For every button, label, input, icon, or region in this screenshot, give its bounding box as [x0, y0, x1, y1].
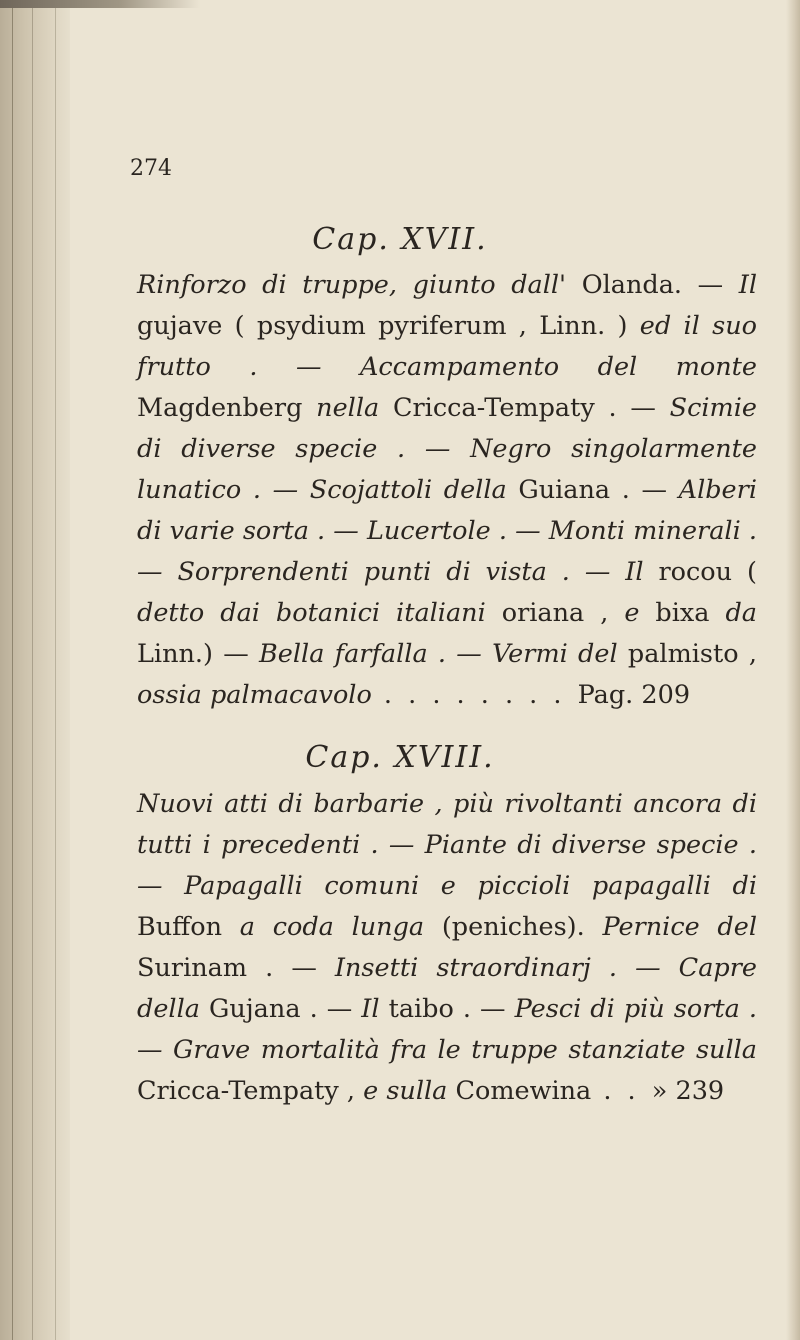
text-run: Insetti straordinarj . — Capre della — [137, 953, 757, 1024]
text-run: Pesci di più sorta . — Grave mortalità fra le truppe stanziate sulla — [137, 994, 757, 1065]
text-run: (peniches). — [424, 912, 603, 942]
text-run: Pernice del — [602, 912, 757, 942]
text-run: e — [624, 598, 640, 628]
text-run: detto dai botanici italiani — [137, 598, 486, 628]
summary-text — [137, 784, 757, 1112]
text-run: Magdenberg — [137, 393, 317, 423]
chapter-title: Cap. XVIII. — [305, 740, 495, 775]
text-run: Scimie di diverse specie . — Negro singolarmente lunatico . — Scojattoli della — [137, 393, 757, 505]
text-run: da — [725, 598, 758, 628]
text-run: Linn.) — — [137, 639, 260, 669]
text-run: bixa — [639, 598, 726, 628]
binding-crease — [12, 0, 13, 1340]
page-reference: Pag. 209 — [577, 680, 691, 710]
text-run: Nuovi atti di barbarie , più rivoltanti ancora di tutti i precedenti . — Piante di diverse specie . — Papagalli comuni e piccioli papagalli di — [137, 789, 757, 901]
text-run: Olanda. — — [581, 270, 739, 300]
text-run: Il — [361, 994, 380, 1024]
summary-text — [137, 265, 757, 716]
page-edge-shadow — [786, 0, 800, 1340]
page-number: 274 — [130, 156, 172, 181]
text-run: Guiana . — — [506, 475, 679, 505]
text-run: Surinam . — — [137, 953, 335, 983]
binding-crease — [32, 0, 33, 1340]
chapter-summary — [137, 784, 757, 1112]
text-run: Alberi di varie sorta . — Lucertole . — Monti minerali . — Sorprendenti punti di vista . — Il — [137, 475, 757, 587]
chapter-title: Cap. XVII. — [312, 222, 488, 257]
text-run: Gujana . — — [199, 994, 362, 1024]
text-run: taibo . — — [379, 994, 515, 1024]
text-run: nella — [316, 393, 380, 423]
text-run: e sulla — [363, 1076, 448, 1106]
page-reference: » 239 — [651, 1076, 725, 1106]
dot-leader: . . . . . . . . — [371, 680, 578, 710]
page-corner-edge — [0, 0, 200, 8]
text-run: rocou ( — [643, 557, 757, 587]
book-binding-shadow — [0, 0, 70, 1340]
binding-crease — [55, 0, 56, 1340]
text-run: gujave ( psydium pyriferum , Linn. ) — [137, 311, 640, 341]
dot-leader: . . — [591, 1076, 652, 1106]
text-run: ossia palmacavolo — [137, 680, 372, 710]
chapter-summary — [137, 265, 757, 716]
text-run: palmisto , — [617, 639, 757, 669]
text-run: a coda lunga — [239, 912, 425, 942]
text-run: Cricca-Tempaty , — [137, 1076, 364, 1106]
text-run: Buffon — [137, 912, 240, 942]
text-run: Bella farfalla . — Vermi del — [259, 639, 618, 669]
text-run: Comewina — [447, 1076, 592, 1106]
text-run: Rinforzo di truppe, giunto dall' — [137, 270, 582, 300]
text-run: Cricca-Tempaty . — — [379, 393, 670, 423]
text-run: Il — [738, 270, 758, 300]
text-run: ed il suo frutto . — Accampamento del monte — [137, 311, 757, 382]
text-run: oriana , — [485, 598, 625, 628]
